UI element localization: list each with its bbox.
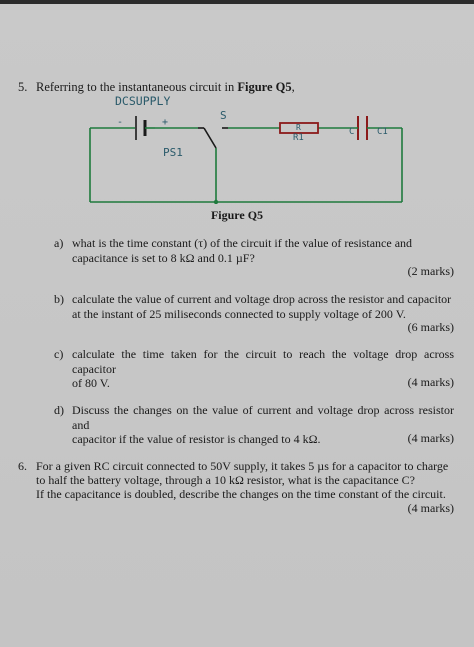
part-b-line-1: calculate the value of current and voltage drop across the resistor and capacitor — [72, 292, 452, 306]
capacitor-label: C1 — [377, 127, 388, 137]
question-6-line-1: For a given RC circuit connected to 50V supply, it takes 5 µs for a capacitor to charge — [36, 459, 449, 473]
part-a-label: a) — [54, 236, 64, 250]
part-b-line-2: at the instant of 25 miliseconds connected to supply voltage of 200 V. — [72, 306, 406, 321]
part-c-label: c) — [54, 347, 64, 361]
part-b-label: b) — [54, 292, 64, 306]
question-6-number: 6. — [18, 459, 27, 473]
question-5-text-after: , — [291, 80, 295, 94]
part-d-label: d) — [54, 403, 64, 417]
part-a-marks: (2 marks) — [407, 264, 454, 278]
supply-label: PS1 — [163, 146, 183, 159]
part-d-marks: (4 marks) — [407, 431, 454, 445]
question-5-text-before: Referring to the instantaneous circuit in — [36, 80, 238, 94]
part-b-marks: (6 marks) — [407, 320, 454, 334]
switch-label: S — [220, 109, 227, 122]
junction-dot — [214, 200, 218, 204]
question-6-line-2: to half the battery voltage, through a 10 kΩ resistor, what is the capacitance C? — [36, 473, 415, 487]
part-d — [54, 403, 454, 447]
question-6-marks: (4 marks) — [407, 501, 454, 515]
part-d-line-2: capacitor if the value of resistor is changed to 4 kΩ. — [72, 432, 321, 446]
supply-name-label: DCSUPPLY — [115, 94, 171, 108]
part-b — [54, 292, 454, 321]
supply-minus-sign: - — [117, 117, 124, 128]
resistor-value-label: R — [296, 123, 301, 132]
part-c — [54, 347, 454, 391]
question-5-figure-ref: Figure Q5 — [237, 80, 292, 94]
switch-lever — [204, 128, 216, 148]
capacitor-value-label: C — [349, 127, 355, 137]
part-c-line-2: of 80 V. — [72, 376, 110, 390]
circuit-diagram — [80, 92, 410, 204]
part-d-line-1: Discuss the changes on the value of current and voltage drop across resistor and — [72, 403, 454, 432]
question-5-number: 5. — [18, 80, 28, 94]
question-6 — [18, 459, 456, 501]
figure-caption: Figure Q5 — [210, 208, 264, 222]
part-a-line-1: what is the time constant (τ) of the circuit if the value of resistance and — [72, 236, 413, 250]
part-a-line-2: capacitance is set to 8 kΩ and 0.1 µF? — [72, 250, 255, 265]
part-a — [54, 236, 454, 265]
question-6-line-3: If the capacitance is doubled, describe the changes on the time constant of the circuit. — [36, 487, 446, 501]
supply-plus-sign: + — [162, 117, 169, 128]
part-c-line-1: calculate the time taken for the circuit to reach the voltage drop across capacitor — [72, 347, 454, 376]
part-c-marks: (4 marks) — [407, 375, 454, 389]
resistor-label: R1 — [293, 133, 304, 143]
